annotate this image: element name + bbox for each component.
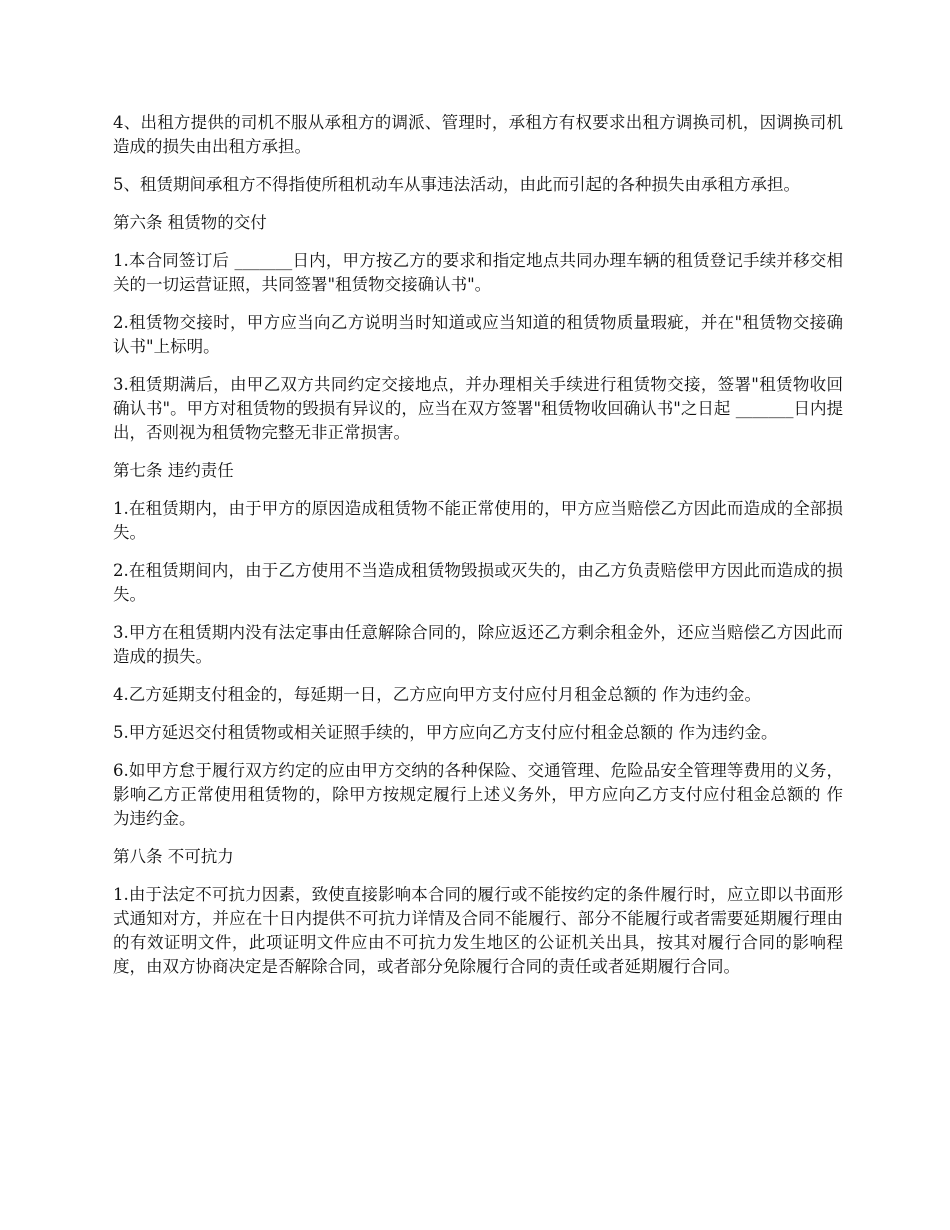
article-7-item-2: 2.在租赁期间内，由于乙方使用不当造成租赁物毁损或灭失的，由乙方负责赔偿甲方因此而造成的损失。 bbox=[113, 561, 843, 604]
article-7-item-1: 1.在租赁期内，由于甲方的原因造成租赁物不能正常使用的，甲方应当赔偿乙方因此而造成的全部损失。 bbox=[113, 499, 843, 542]
article-7-item-5: 5.甲方延迟交付租赁物或相关证照手续的，甲方应向乙方支付应付租金总额的 作为违约金。 bbox=[113, 723, 778, 742]
section-heading-article-6: 第六条 租赁物的交付 bbox=[113, 213, 267, 232]
article-7-item-4: 4.乙方延期支付租金的，每延期一日，乙方应向甲方支付应付月租金总额的 作为违约金。 bbox=[113, 685, 761, 704]
clause-5-illegal-use: 5、租赁期间承租方不得指使所租机动车从事违法活动，由此而引起的各种损失由承租方承担。 bbox=[113, 175, 800, 194]
article-7-item-6: 6.如甲方怠于履行双方约定的应由甲方交纳的各种保险、交通管理、危险品安全管理等费用的义务，影响乙方正常使用租赁物的，除甲方按规定履行上述义务外，甲方应向乙方支付应付租金总额的 作为违约金。 bbox=[113, 761, 843, 828]
article-6-item-2: 2.租赁物交接时，甲方应当向乙方说明当时知道或应当知道的租赁物质量瑕疵，并在"租赁物交接确认书"上标明。 bbox=[113, 313, 843, 356]
section-heading-article-8: 第八条 不可抗力 bbox=[113, 847, 234, 866]
clause-4-driver-replacement: 4、出租方提供的司机不服从承租方的调派、管理时，承租方有权要求出租方调换司机，因调换司机造成的损失由出租方承担。 bbox=[113, 113, 843, 156]
article-6-item-1: 1.本合同签订后 _______日内，甲方按乙方的要求和指定地点共同办理车辆的租赁登记手续并移交相关的一切运营证照，共同签署"租赁物交接确认书"。 bbox=[113, 251, 843, 294]
document-page bbox=[113, 111, 843, 993]
article-7-item-3: 3.甲方在租赁期内没有法定事由任意解除合同的，除应返还乙方剩余租金外，还应当赔偿乙方因此而造成的损失。 bbox=[113, 623, 843, 666]
article-8-item-1: 1.由于法定不可抗力因素，致使直接影响本合同的履行或不能按约定的条件履行时，应立即以书面形式通知对方，并应在十日内提供不可抗力详情及合同不能履行、部分不能履行或者需要延期履行理由的有效证明文件，此项证明文件应由不可抗力发生地区的公证机关出具，按其对履行合同的影响程度，由双方协商决定是否解除合同，或者部分免除履行合同的责任或者延期履行合同。 bbox=[113, 885, 843, 976]
section-heading-article-7: 第七条 违约责任 bbox=[113, 461, 234, 480]
article-6-item-3: 3.租赁期满后，由甲乙双方共同约定交接地点，并办理相关手续进行租赁物交接，签署"租赁物收回确认书"。甲方对租赁物的毁损有异议的，应当在双方签署"租赁物收回确认书"之日起 _______日内提出，否则视为租赁物完整无非正常损害。 bbox=[113, 375, 843, 442]
